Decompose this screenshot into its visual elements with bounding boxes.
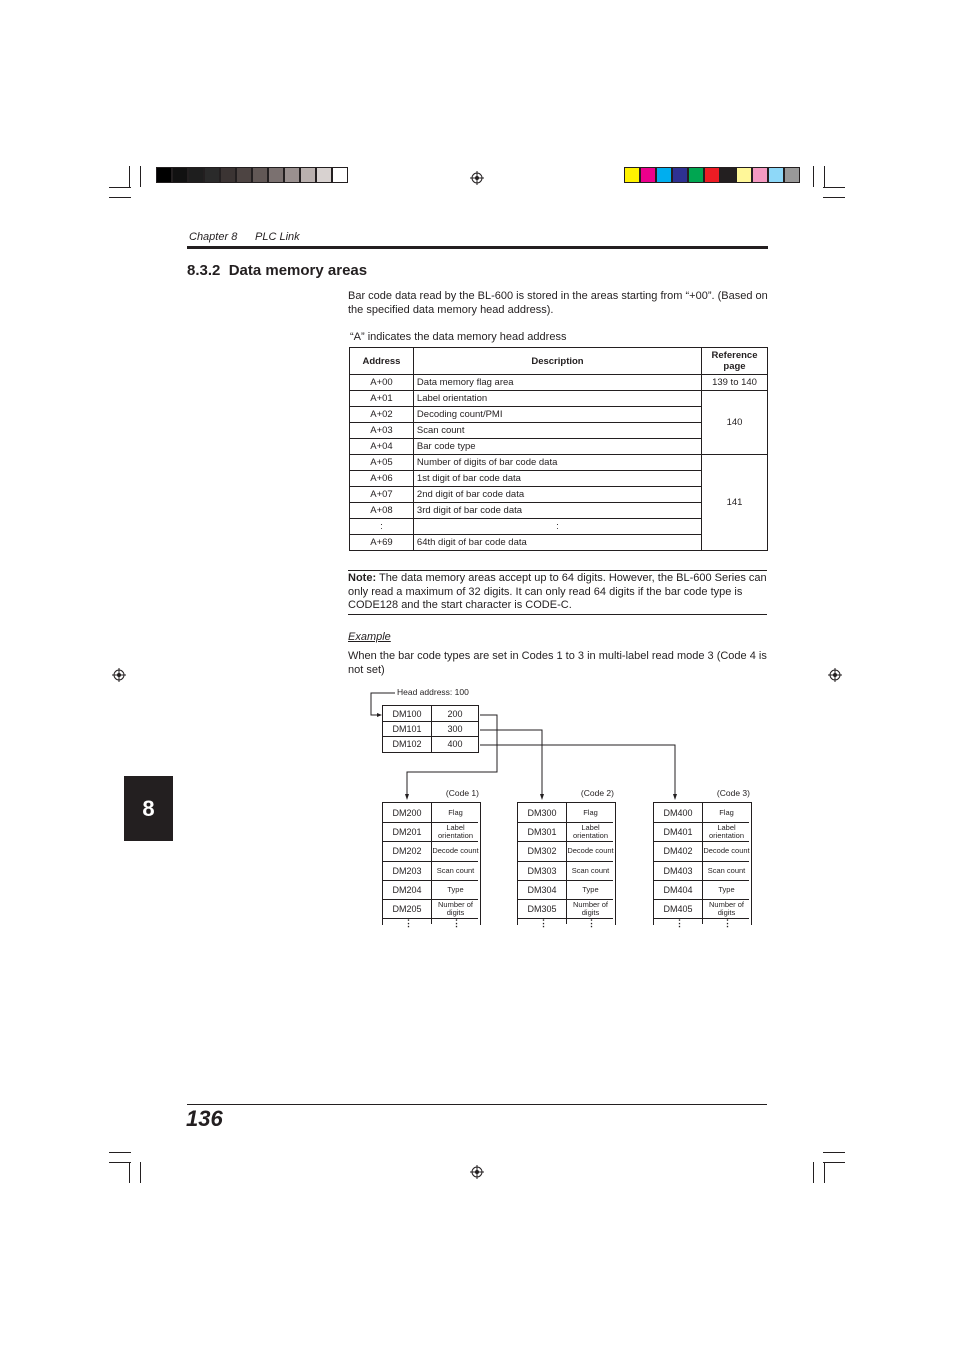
code-memory-table [382,802,481,928]
color-swatch [656,167,672,183]
color-swatch [672,167,688,183]
data-memory-table [349,347,768,551]
example-text: When the bar code types are set in Codes 1 to 3 in multi-label read mode 3 (Code 4 is not set) [348,650,767,676]
address-cell: A+04 [350,439,414,455]
table-row [350,391,768,407]
note-text: The data memory areas accept up to 64 digits. However, the BL-600 Series can only read a maximum of 32 digits. It can only read 64 digits if the bar code type is CODE128 and the start character is CODE-C. [348,572,767,611]
color-swatch [736,167,752,183]
table-caption: “A” indicates the data memory head address [350,331,567,343]
memory-address-cell: DM301 [527,826,557,837]
address-cell: A+02 [350,407,414,423]
chapter-tab: 8 [124,776,173,841]
memory-address-cell: DM304 [527,884,557,895]
description-cell: 64th digit of bar code data [413,535,701,551]
gray-swatch [284,167,300,183]
address-cell: A+05 [350,455,414,471]
memory-address-cell: DM405 [663,903,693,914]
registration-mark-icon [112,668,126,682]
description-cell: : [413,519,701,535]
description-cell: Data memory flag area [413,375,701,391]
address-cell: A+01 [350,391,414,407]
color-swatch [720,167,736,183]
head-address-label: Head address: 100 [397,687,469,697]
color-swatch [624,167,640,183]
memory-field-cell: Flag [719,807,734,817]
example-label: Example [348,631,391,643]
code-label: (Code 2) [580,788,614,798]
address-cell: A+07 [350,487,414,503]
description-cell: 1st digit of bar code data [413,471,701,487]
description-cell: Label orientation [413,391,701,407]
table-row [350,375,768,391]
head-address-cell: DM101 [392,723,422,734]
memory-address-cell: DM203 [392,865,422,876]
note-top-rule [348,570,767,571]
memory-field-cell: Scan count [571,865,610,875]
memory-field-cell: Type [447,884,464,894]
registration-mark-icon [828,668,842,682]
memory-address-cell: DM204 [392,884,422,895]
registration-mark-icon [470,171,484,185]
head-value-cell: 400 [447,739,463,749]
gray-swatch [268,167,284,183]
memory-field-cell: Type [718,884,735,894]
chapter-label: Chapter 8 [189,231,238,243]
address-cell: A+06 [350,471,414,487]
intro-paragraph: Bar code data read by the BL-600 is stored in the areas starting from “+00”. (Based on the specified data memory head address). [348,290,768,316]
color-swatch [752,167,768,183]
memory-field-cell: Number of digits [708,899,744,917]
memory-field-cell: Label orientation [708,822,745,840]
memory-field-cell: Scan count [707,865,746,875]
memory-field-cell: Flag [583,807,598,817]
gray-swatch [332,167,348,183]
memory-address-cell: DM202 [392,846,422,856]
description-cell: Decoding count/PMI [413,407,701,423]
description-cell: 3rd digit of bar code data [413,503,701,519]
gray-swatch [188,167,204,183]
column-header-description: Description [413,348,701,375]
reference-cell: 139 to 140 [702,375,768,391]
gray-swatch [236,167,252,183]
memory-field-cell: Decode count [432,846,479,855]
head-value-cell: 200 [447,708,463,719]
table-row [350,455,768,471]
section-label: PLC Link [255,231,300,243]
description-cell: 2nd digit of bar code data [413,487,701,503]
head-value-cell: 300 [447,723,463,734]
gray-swatch [300,167,316,183]
memory-field-cell: Type [582,884,599,894]
address-cell: A+69 [350,535,414,551]
address-cell: A+03 [350,423,414,439]
description-cell: Scan count [413,423,701,439]
head-address-cell: DM102 [392,739,422,749]
gray-swatch [220,167,236,183]
code-memory-table [653,802,752,928]
ellipsis-icon: ⋮ [404,918,413,928]
ellipsis-icon: ⋮ [587,918,596,928]
code-memory-table [517,802,616,928]
memory-field-cell: Label orientation [572,822,609,840]
gray-swatch [252,167,268,183]
memory-address-cell: DM305 [527,903,557,914]
gray-swatch [204,167,220,183]
code-label: (Code 3) [716,788,750,798]
memory-address-cell: DM300 [527,807,557,818]
memory-address-cell: DM302 [527,846,557,856]
note-block [348,572,768,613]
registration-mark-icon [470,1165,484,1179]
address-cell: A+00 [350,375,414,391]
gray-swatch [172,167,188,183]
ellipsis-icon: ⋮ [675,918,684,928]
gray-swatch [156,167,172,183]
address-cell: A+08 [350,503,414,519]
memory-field-cell: Decode count [703,846,750,855]
color-swatch [768,167,784,183]
ellipsis-icon: ⋮ [539,918,548,928]
memory-address-cell: DM303 [527,865,557,876]
header-rule [187,246,768,249]
memory-address-cell: DM403 [663,865,693,876]
section-title: 8.3.2 Data memory areas [187,262,368,279]
memory-field-cell: Label orientation [437,822,474,840]
color-swatch [704,167,720,183]
page-number: 136 [186,1106,223,1131]
column-header-reference-page: Reference page [702,348,768,375]
reference-cell: 140 [702,391,768,455]
memory-field-cell: Scan count [436,865,475,875]
note-bottom-rule [348,614,767,615]
memory-address-cell: DM404 [663,884,693,895]
memory-field-cell: Number of digits [437,899,473,917]
address-cell: : [350,519,414,535]
memory-field-cell: Flag [448,807,463,817]
ellipsis-icon: ⋮ [723,918,732,928]
memory-address-cell: DM201 [392,826,422,837]
memory-address-cell: DM401 [663,826,693,837]
memory-address-cell: DM200 [392,807,422,818]
head-address-table [382,705,479,753]
column-header-address: Address [350,348,414,375]
color-swatch [640,167,656,183]
memory-address-cell: DM400 [663,807,693,818]
description-cell: Bar code type [413,439,701,455]
code-label: (Code 1) [445,788,479,798]
description-cell: Number of digits of bar code data [413,455,701,471]
footer-rule [187,1104,767,1105]
memory-address-cell: DM402 [663,846,693,856]
reference-cell: 141 [702,455,768,551]
memory-field-cell: Decode count [567,846,614,855]
color-swatch [784,167,800,183]
memory-field-cell: Number of digits [572,899,608,917]
memory-address-cell: DM205 [392,903,422,914]
ellipsis-icon: ⋮ [452,918,461,928]
gray-swatch [316,167,332,183]
color-swatch [688,167,704,183]
head-address-cell: DM100 [392,708,422,719]
note-label: Note: [348,572,377,584]
